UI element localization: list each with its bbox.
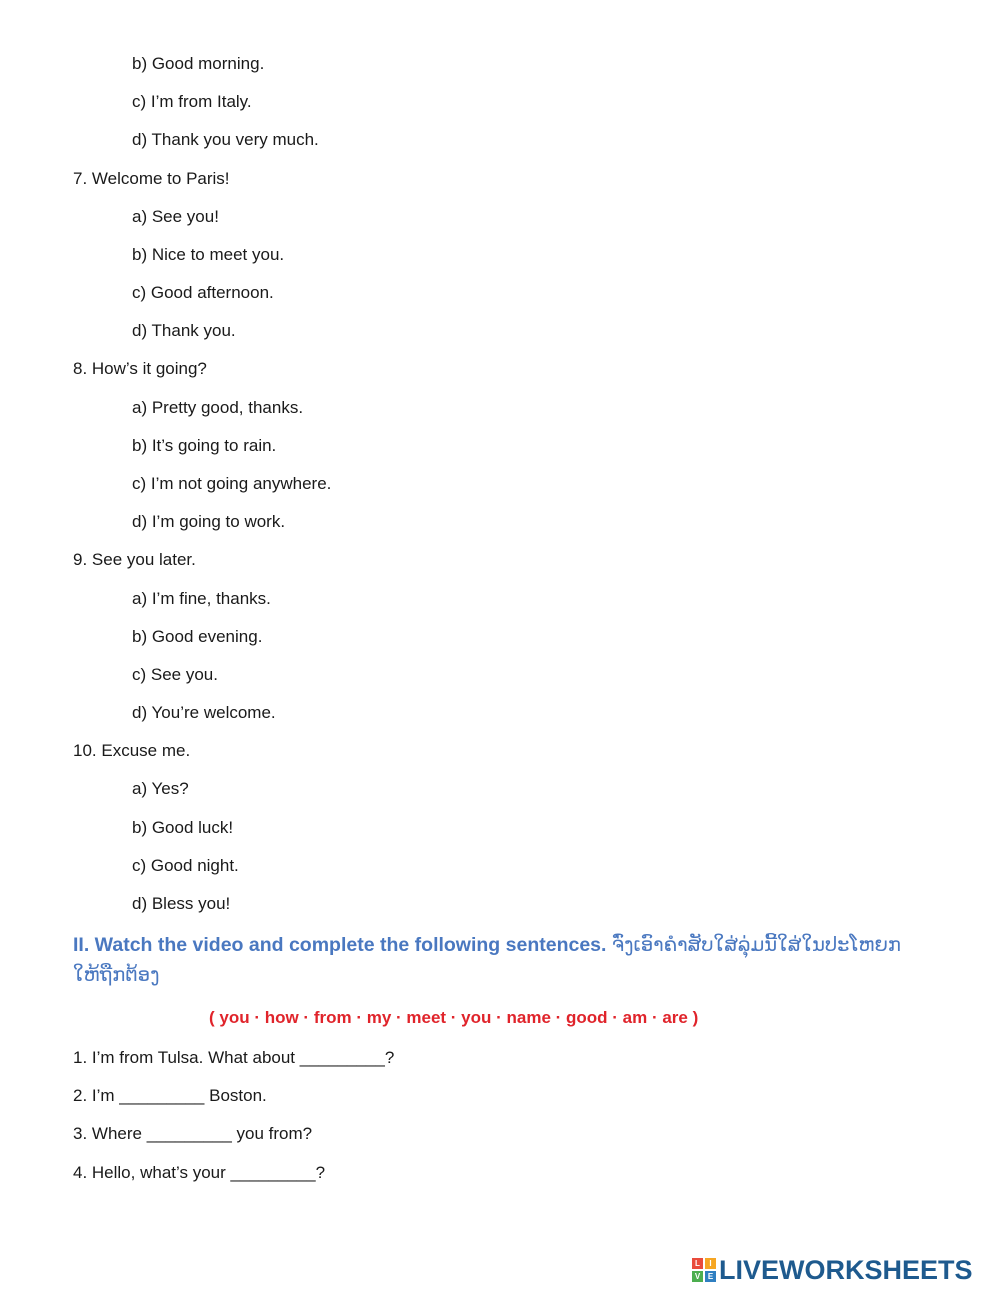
fill-sentence-3: 3. Where _________ you from? <box>73 1124 313 1143</box>
fill-sentence-1: 1. I’m from Tulsa. What about _________? <box>73 1048 395 1067</box>
logo-letter-e: E <box>705 1271 716 1282</box>
liveworksheets-logo <box>692 1255 973 1285</box>
q10-option-d: d) Bless you! <box>132 894 231 913</box>
q9-option-d: d) You’re welcome. <box>132 703 276 722</box>
section-title-lao: ຈົ່ງເອົາຄຳສັບໃສ່ລຸ່ມນີ້ໃສ່ໃນປະໂຫຍກໃຫ້ຖືກຕ້ອງ <box>73 934 901 986</box>
q10-option-c: c) Good night. <box>132 856 239 875</box>
logo-letter-i: I <box>705 1258 716 1269</box>
q8-option-b: b) It’s going to rain. <box>132 436 277 455</box>
q9-option-c: c) See you. <box>132 665 218 684</box>
q8-question: 8. How’s it going? <box>73 359 207 378</box>
logo-letter-v: V <box>692 1271 703 1282</box>
q9-option-a: a) I’m fine, thanks. <box>132 589 271 608</box>
section-title-english: II. Watch the video and complete the following sentences. <box>73 934 607 956</box>
q10-option-a: a) Yes? <box>132 779 189 798</box>
q7-option-c: c) Good afternoon. <box>132 283 274 302</box>
q7-question: 7. Welcome to Paris! <box>73 169 230 188</box>
q10-question: 10. Excuse me. <box>73 741 191 760</box>
q7-option-a: a) See you! <box>132 207 219 226</box>
logo-letter-l: L <box>692 1258 703 1269</box>
q8-option-c: c) I’m not going anywhere. <box>132 474 332 493</box>
q6-option-d: d) Thank you very much. <box>132 130 319 149</box>
q7-option-d: d) Thank you. <box>132 321 236 340</box>
q7-option-b: b) Nice to meet you. <box>132 245 285 264</box>
word-bank: ( you · how · from · my · meet · you · name · good · am · are ) <box>209 1008 699 1027</box>
q8-option-d: d) I’m going to work. <box>132 512 286 531</box>
fill-sentence-4: 4. Hello, what’s your _________? <box>73 1163 326 1182</box>
q10-option-b: b) Good luck! <box>132 818 234 837</box>
q6-option-c: c) I’m from Italy. <box>132 92 252 111</box>
fill-sentence-2: 2. I’m _________ Boston. <box>73 1086 267 1105</box>
q6-option-b: b) Good morning. <box>132 54 265 73</box>
section-title <box>73 930 923 990</box>
q8-option-a: a) Pretty good, thanks. <box>132 398 304 417</box>
q9-question: 9. See you later. <box>73 550 196 569</box>
q9-option-b: b) Good evening. <box>132 627 263 646</box>
logo-icon <box>692 1258 716 1282</box>
logo-text: LIVEWORKSHEETS <box>719 1254 973 1285</box>
